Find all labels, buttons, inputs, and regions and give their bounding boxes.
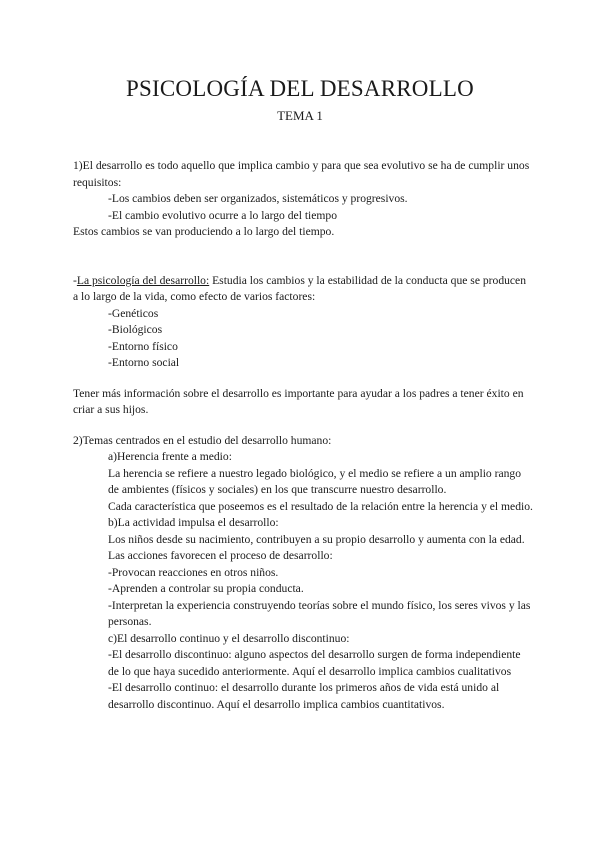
- definition-prefix: -: [73, 273, 77, 287]
- factor-item: -Entorno social: [108, 356, 180, 369]
- topic-b-list-item: -Aprenden a controlar su propia conducta.: [108, 582, 304, 595]
- topic-c-title: c)El desarrollo continuo y el desarrollo discontinuo:: [108, 631, 350, 645]
- page-title: PSICOLOGÍA DEL DESARROLLO: [126, 76, 474, 101]
- topics-block: [73, 449, 533, 713]
- factor-item: -Entorno físico: [108, 339, 178, 353]
- page-subtitle: TEMA 1: [277, 108, 323, 123]
- topic-a-paragraph: La herencia se refiere a nuestro legado biológico, y el medio se refiere a un amplio rango de ambientes (físicos y sociales) en los que transcurre nuestro desarrollo.: [108, 466, 522, 496]
- topic-b-list-item: -Provocan reacciones en otros niños.: [108, 565, 279, 579]
- requirement-item: -Los cambios deben ser organizados, sistemáticos y progresivos.: [108, 192, 408, 205]
- factor-item: -Biológicos: [108, 323, 163, 336]
- topic-c-paragraph: -El desarrollo discontinuo: alguno aspectos del desarrollo surgen de forma independiente de lo que haya sucedido anteriormente. Aquí el desarrollo implica cambios cualitativos: [108, 648, 521, 678]
- topic-a-title: a)Herencia frente a medio:: [108, 450, 232, 463]
- topic-b-paragraph: Las acciones favorecen el proceso de desarrollo:: [108, 549, 333, 562]
- factor-item: -Genéticos: [108, 306, 159, 320]
- note-paragraph: Tener más información sobre el desarrollo es importante para ayudar a los padres a tener éxito en criar a sus hijos.: [73, 386, 524, 416]
- topic-b-title: b)La actividad impulsa el desarrollo:: [108, 516, 279, 529]
- definition-paragraph: [73, 273, 533, 306]
- section1-intro: 1)El desarrollo es todo aquello que implica cambio y para que sea evolutivo se ha de cumplir unos requisitos:: [73, 159, 530, 189]
- definition-term: La psicología del desarrollo:: [76, 273, 210, 287]
- section1-closing: Estos cambios se van produciendo a lo largo del tiempo.: [73, 225, 335, 238]
- topic-c-paragraph: -El desarrollo continuo: el desarrollo durante los primeros años de vida está unido al desarrollo discontinuo. Aquí el desarrollo implica cambios cuantitativos.: [108, 681, 500, 711]
- document-body: [73, 158, 533, 713]
- definition-text: Estudia los cambios y la estabilidad de la conducta que se producen a lo largo de la vida, como efecto de varios factores:: [73, 273, 527, 303]
- topic-b-paragraph: Los niños desde su nacimiento, contribuyen a su propio desarrollo y aumenta con la edad.: [108, 532, 525, 546]
- section2-intro: 2)Temas centrados en el estudio del desarrollo humano:: [73, 433, 332, 447]
- topic-a-paragraph: Cada característica que poseemos es el resultado de la relación entre la herencia y el medio.: [108, 499, 533, 513]
- topic-b-list-item: -Interpretan la experiencia construyendo teorías sobre el mundo físico, los seres vivos y las personas.: [108, 598, 531, 628]
- requirement-item: -El cambio evolutivo ocurre a lo largo del tiempo: [108, 208, 338, 222]
